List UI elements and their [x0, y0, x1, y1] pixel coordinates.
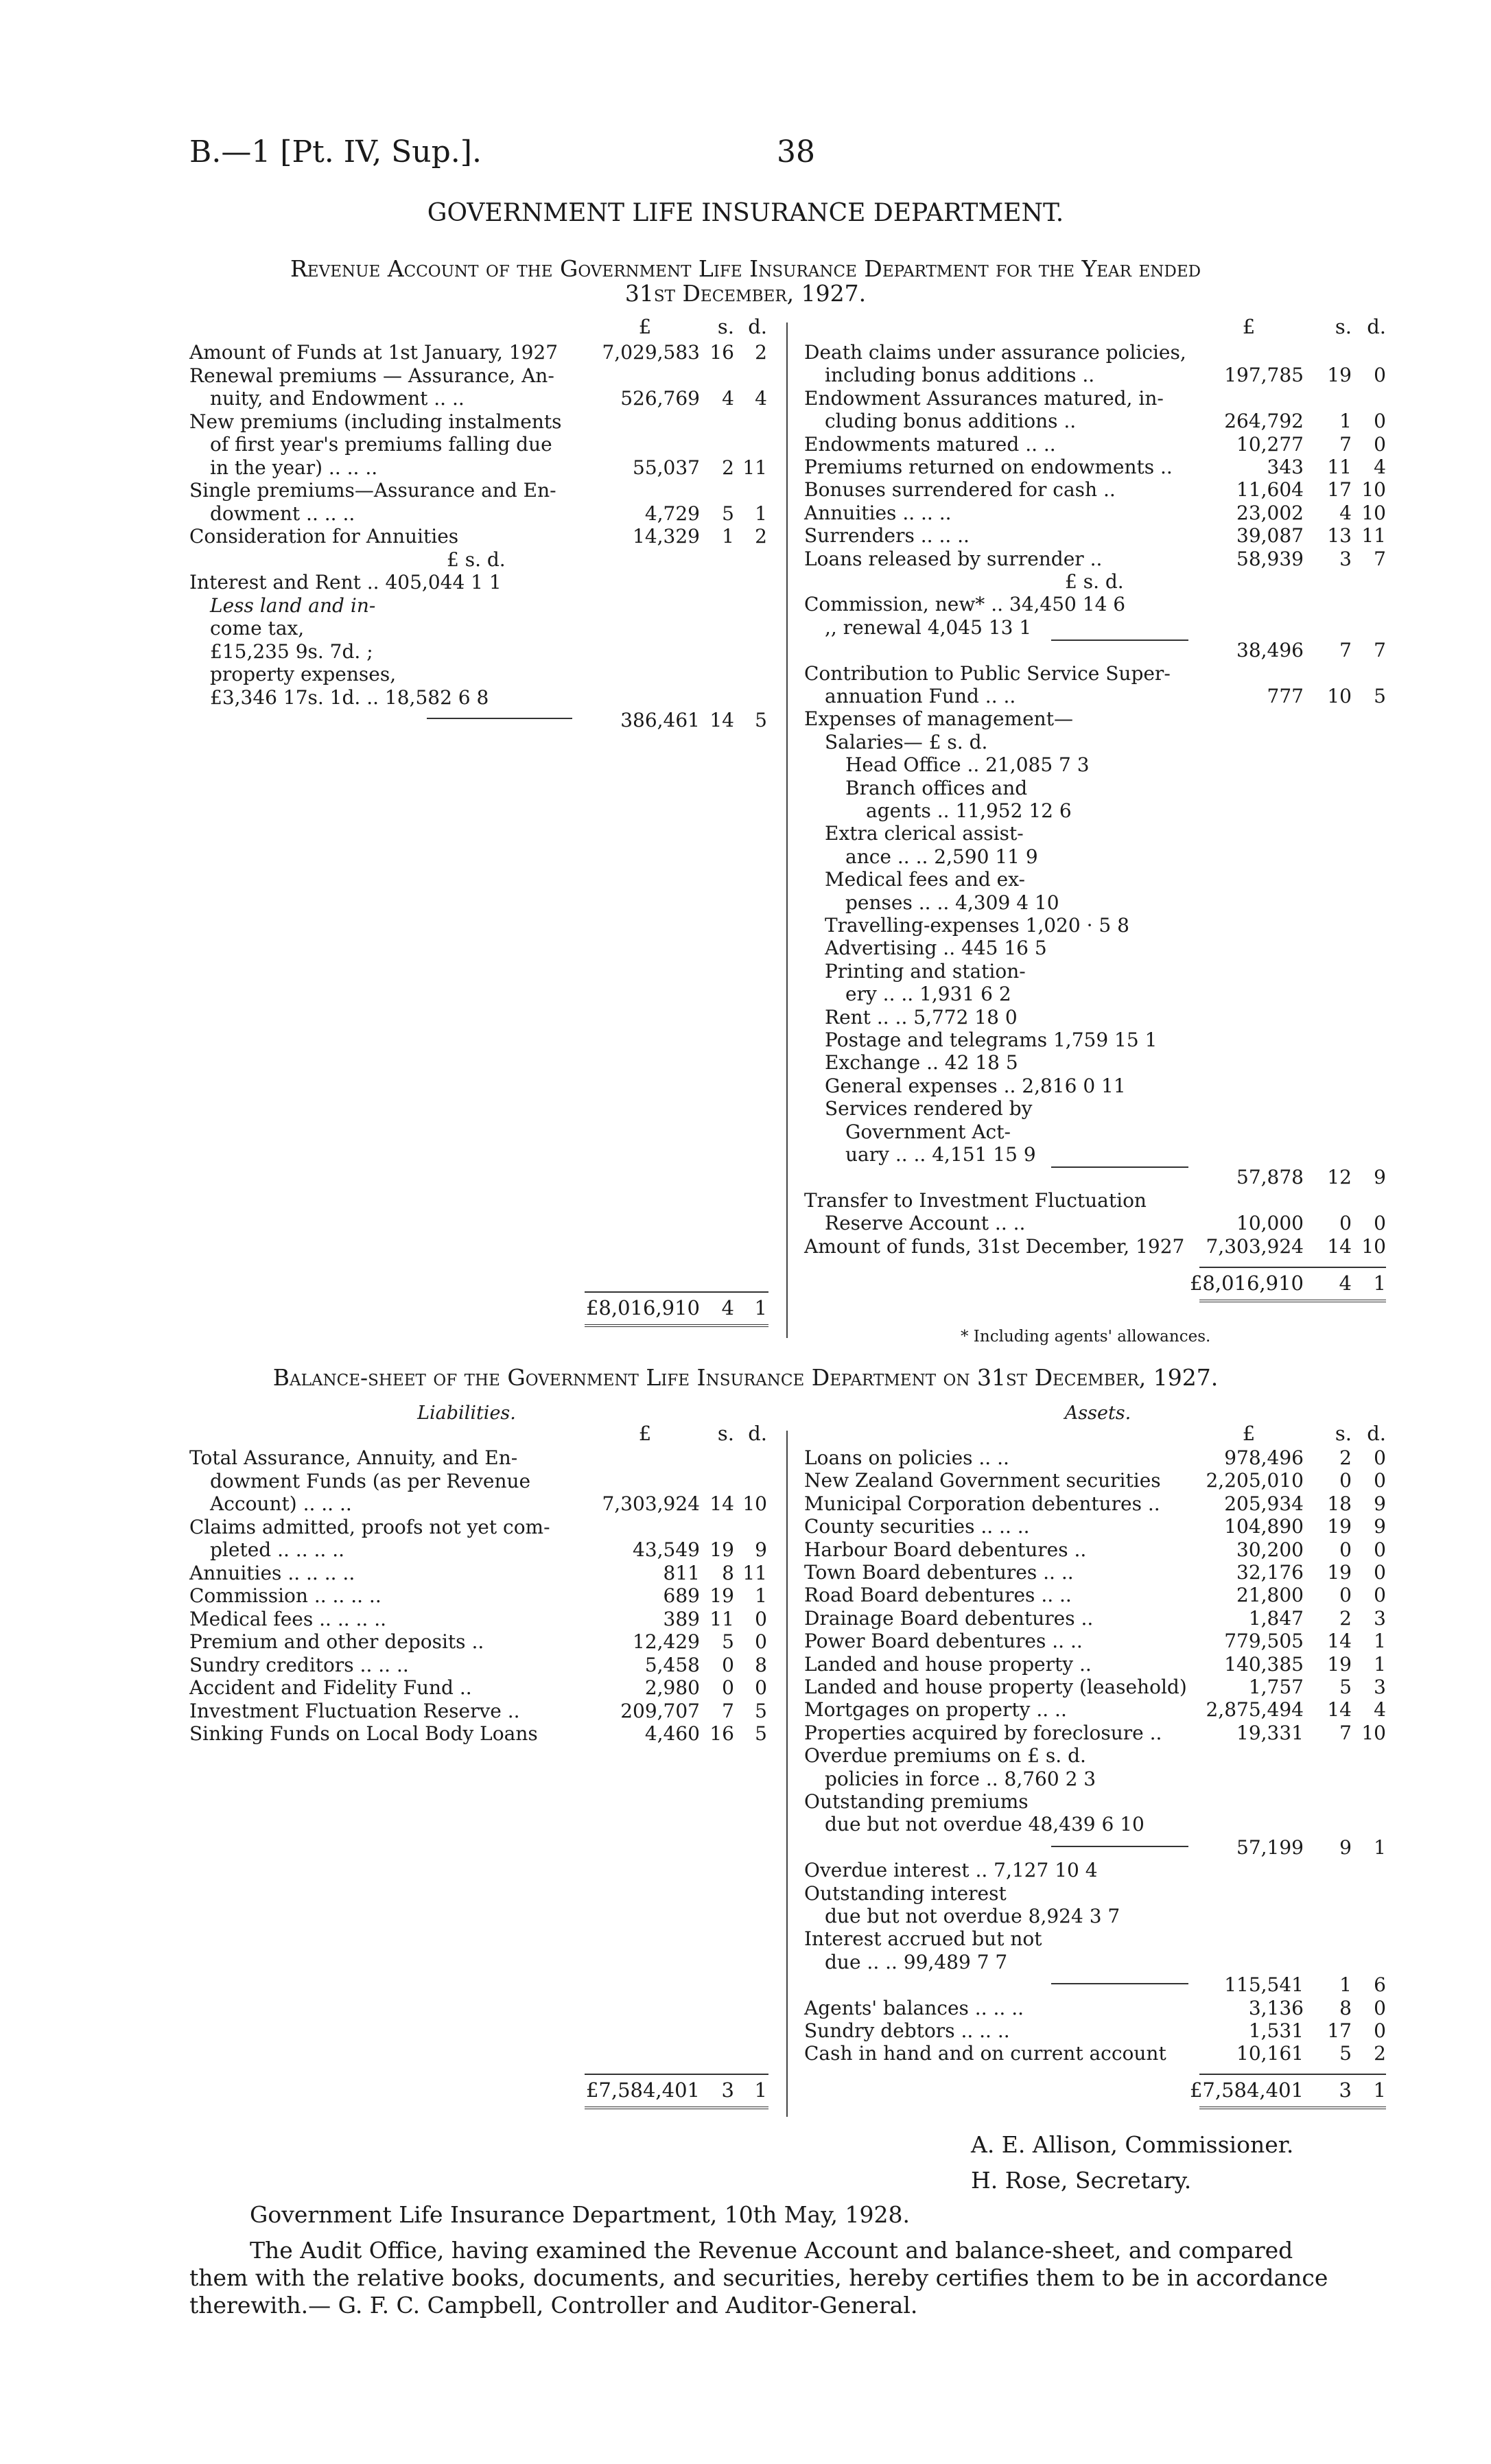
total-rule — [1199, 2074, 1386, 2075]
total-rule — [585, 2074, 768, 2075]
amount-pence: 0 — [755, 1630, 767, 1653]
entry-text: Power Board debentures .. .. — [804, 1630, 1083, 1653]
amount-shillings: 2 — [722, 456, 734, 479]
commissioner-signature: A. E. Allison, Commissioner. — [971, 2131, 1294, 2158]
amount-shillings: 14 — [1327, 1630, 1352, 1653]
entry-text: ery .. .. 1,931 6 2 — [845, 983, 1011, 1006]
amount-pounds: 21,800 — [1236, 1584, 1304, 1607]
amount-shillings: 14 — [709, 1492, 734, 1515]
amount-pounds: 779,505 — [1224, 1630, 1304, 1653]
amount-shillings: 11 — [709, 1607, 734, 1630]
amount-pounds: 5,458 — [644, 1653, 700, 1676]
amount-pence: 1 — [755, 1584, 767, 1607]
amount-pounds: 1,847 — [1248, 1606, 1304, 1630]
amount-shillings: 19 — [1327, 364, 1352, 387]
total-pounds: £8,016,910 — [1189, 1271, 1304, 1295]
entry-text: Medical fees and ex- — [825, 868, 1026, 891]
entry-text: cluding bonus additions .. — [825, 410, 1077, 433]
amount-pounds: 1,531 — [1248, 2019, 1304, 2042]
shilling-column-head: s. — [1335, 1422, 1352, 1445]
amount-shillings: 19 — [1327, 1561, 1352, 1584]
entry-text: Rent .. .. 5,772 18 0 — [825, 1005, 1018, 1029]
amount-pence: 1 — [1374, 1630, 1386, 1653]
amount-shillings: 7 — [1339, 432, 1352, 456]
amount-pence: 0 — [1374, 2019, 1386, 2042]
entry-text: Consideration for Annuities — [189, 525, 459, 548]
amount-pounds: 811 — [663, 1561, 700, 1584]
amount-pence: 0 — [1374, 1212, 1386, 1235]
amount-pounds: 978,496 — [1224, 1446, 1304, 1469]
amount-pounds: 12,429 — [633, 1630, 700, 1653]
amount-pounds: 777 — [1267, 685, 1304, 707]
pound-column-head: £ — [1242, 315, 1256, 338]
amount-pounds: 2,875,494 — [1206, 1698, 1304, 1722]
entry-text: ance .. .. 2,590 11 9 — [845, 845, 1038, 868]
total-shillings: 4 — [1339, 1271, 1352, 1295]
entry-text: New Zealand Government securities — [804, 1469, 1161, 1492]
entry-text: Travelling-expenses 1,020 · 5 8 — [825, 914, 1129, 937]
audit-text-line3: therewith.— G. F. C. Campbell, Controller and Auditor-General. — [189, 2292, 918, 2319]
amount-pence: 9 — [1374, 1515, 1386, 1538]
amount-pounds: 2,980 — [644, 1676, 700, 1699]
amount-shillings: 17 — [1327, 478, 1352, 502]
footnote: * Including agents' allowances. — [961, 1328, 1211, 1346]
entry-text: Amount of funds, 31st December, 1927 — [804, 1234, 1185, 1258]
total-double-rule — [1199, 1300, 1386, 1302]
shilling-column-head: s. — [717, 1422, 734, 1445]
amount-pence: 10 — [1361, 1234, 1386, 1258]
pence-column-head: d. — [1367, 315, 1386, 338]
interest-subtotal-rule — [1051, 1983, 1188, 1984]
amount-pence: 0 — [1374, 1469, 1386, 1492]
pence-column-head: d. — [1367, 1422, 1386, 1445]
entry-text: Account) .. .. .. — [210, 1492, 352, 1515]
entry-text: Loans released by surrender .. — [804, 547, 1103, 570]
entry-text: Surrenders .. .. .. — [804, 524, 970, 548]
entry-text: in the year) .. .. .. — [210, 456, 378, 479]
entry-text: Municipal Corporation debentures .. — [804, 1492, 1160, 1515]
amount-shillings: 4 — [722, 387, 734, 410]
total-double-rule — [585, 2107, 768, 2109]
amount-shillings: 7 — [1339, 1721, 1352, 1744]
amount-pence: 2 — [755, 341, 767, 364]
amount-shillings: 5 — [1339, 2042, 1352, 2065]
amount-shillings: 0 — [1339, 1538, 1352, 1561]
entry-text: policies in force .. 8,760 2 3 — [825, 1767, 1096, 1790]
total-pounds: £7,584,401 — [1189, 2078, 1304, 2102]
entry-text: Outstanding interest — [804, 1881, 1007, 1905]
entry-text: £ s. d. — [1065, 570, 1124, 593]
amount-pounds: 386,461 — [620, 709, 700, 731]
amount-shillings: 19 — [709, 1584, 734, 1607]
amount-shillings: 5 — [722, 1630, 734, 1653]
amount-pence: 4 — [1374, 1698, 1386, 1722]
entry-text: Town Board debentures .. .. — [804, 1561, 1074, 1584]
amount-shillings: 0 — [1339, 1212, 1352, 1235]
amount-shillings: 13 — [1327, 524, 1352, 548]
entry-text: dowment .. .. .. — [210, 502, 355, 525]
amount-pounds: 104,890 — [1224, 1515, 1304, 1538]
amount-pounds: 2,205,010 — [1206, 1469, 1304, 1492]
entry-text: Harbour Board debentures .. — [804, 1538, 1087, 1561]
revenue-title-line1: Revenue Account of the Government Life Insurance Department for the Year ended — [290, 255, 1201, 282]
amount-pence: 5 — [755, 709, 767, 731]
amount-pounds: 57,878 — [1236, 1166, 1304, 1189]
entry-text: Bonuses surrendered for cash .. — [804, 478, 1116, 502]
entry-text: including bonus additions .. — [825, 364, 1095, 387]
amount-shillings: 8 — [722, 1561, 734, 1584]
entry-text: property expenses, — [210, 663, 397, 685]
total-rule — [585, 1291, 768, 1293]
amount-pounds: 58,939 — [1236, 547, 1304, 570]
amount-pence: 0 — [1374, 1584, 1386, 1607]
amount-pounds: 7,029,583 — [602, 341, 700, 364]
amount-pence: 5 — [755, 1699, 767, 1722]
entry-text: agents .. 11,952 12 6 — [866, 799, 1072, 822]
amount-pounds: 4,729 — [644, 502, 700, 525]
entry-text: Landed and house property (leasehold) — [804, 1676, 1187, 1698]
entry-text: Accident and Fidelity Fund .. — [189, 1676, 472, 1699]
amount-shillings: 10 — [1327, 685, 1352, 707]
premiums-subtotal-rule — [1051, 1846, 1188, 1847]
entry-text: Sundry creditors .. .. .. — [189, 1653, 409, 1676]
entry-text: Interest and Rent .. 405,044 1 1 — [189, 571, 502, 594]
amount-pence: 0 — [755, 1607, 767, 1630]
pound-column-head: £ — [638, 315, 652, 338]
amount-pence: 0 — [1374, 432, 1386, 456]
entry-text: Properties acquired by foreclosure .. — [804, 1721, 1162, 1744]
amount-shillings: 0 — [722, 1676, 734, 1699]
entry-text: Government Act- — [845, 1120, 1011, 1143]
amount-shillings: 19 — [709, 1538, 734, 1561]
entry-text: Death claims under assurance policies, — [804, 341, 1186, 364]
amount-pence: 3 — [1374, 1676, 1386, 1698]
amount-pence: 1 — [1374, 1652, 1386, 1676]
amount-pence: 7 — [1374, 639, 1386, 662]
amount-pence: 11 — [742, 1561, 767, 1584]
entry-text: Exchange .. 42 18 5 — [825, 1051, 1018, 1075]
audit-text-line1: The Audit Office, having examined the Revenue Account and balance-sheet, and compared — [250, 2237, 1293, 2264]
amount-shillings: 14 — [1327, 1234, 1352, 1258]
amount-pence: 10 — [1361, 478, 1386, 502]
amount-pence: 4 — [755, 387, 767, 410]
amount-pounds: 205,934 — [1224, 1492, 1304, 1515]
amount-pounds: 264,792 — [1224, 410, 1304, 433]
dateline: Government Life Insurance Department, 10th May, 1928. — [250, 2201, 910, 2228]
total-pence: 1 — [754, 2078, 767, 2102]
entry-text: penses .. .. 4,309 4 10 — [845, 891, 1059, 914]
amount-pounds: 4,460 — [644, 1722, 700, 1745]
entry-text: Premium and other deposits .. — [189, 1630, 484, 1653]
entry-text: Mortgages on property .. .. — [804, 1698, 1067, 1722]
entry-text: Premiums returned on endowments .. — [804, 456, 1173, 478]
amount-pence: 0 — [1374, 1561, 1386, 1584]
amount-pounds: 115,541 — [1224, 1973, 1304, 1997]
entry-text: Landed and house property .. — [804, 1652, 1092, 1676]
amount-shillings: 9 — [1339, 1835, 1352, 1859]
amount-pounds: 11,604 — [1236, 478, 1304, 502]
audit-text-line2: them with the relative books, documents, and securities, hereby certifies them to be in accordance — [189, 2264, 1328, 2291]
entry-text: Advertising .. 445 16 5 — [825, 937, 1047, 960]
entry-text: Total Assurance, Annuity, and En- — [189, 1446, 518, 1469]
amount-pence: 0 — [1374, 1538, 1386, 1561]
amount-pounds: 10,277 — [1236, 432, 1304, 456]
entry-text: Sundry debtors .. .. .. — [804, 2019, 1010, 2042]
expenses-subtotal-rule — [1051, 1166, 1188, 1168]
amount-pounds: 23,002 — [1236, 501, 1304, 524]
amount-shillings: 14 — [709, 709, 734, 731]
entry-text: Annuities .. .. .. — [804, 501, 952, 524]
amount-pounds: 32,176 — [1236, 1561, 1304, 1584]
pound-column-head: £ — [638, 1422, 652, 1445]
entry-text: ,, renewal 4,045 13 1 — [825, 615, 1032, 639]
entry-text: Services rendered by — [825, 1097, 1033, 1120]
entry-text: uary .. .. 4,151 15 9 — [845, 1143, 1036, 1166]
amount-pounds: 57,199 — [1236, 1835, 1304, 1859]
entry-text: come tax, — [210, 617, 305, 640]
entry-text: Investment Fluctuation Reserve .. — [189, 1699, 520, 1722]
amount-shillings: 18 — [1327, 1492, 1352, 1515]
entry-text: Contribution to Public Service Super- — [804, 661, 1171, 685]
amount-pence: 2 — [755, 525, 767, 548]
department-heading: GOVERNMENT LIFE INSURANCE DEPARTMENT. — [427, 199, 1064, 227]
amount-pounds: 3,136 — [1248, 1996, 1304, 2019]
amount-pounds: 389 — [663, 1607, 700, 1630]
total-double-rule — [585, 1324, 768, 1327]
entry-text: Head Office .. 21,085 7 3 — [845, 753, 1090, 777]
total-shillings: 4 — [721, 1296, 734, 1319]
amount-pence: 0 — [1374, 1996, 1386, 2019]
amount-shillings: 5 — [1339, 1676, 1352, 1698]
entry-text: New premiums (including instalments — [189, 410, 562, 433]
pound-column-head: £ — [1242, 1422, 1256, 1445]
amount-shillings: 0 — [722, 1653, 734, 1676]
amount-shillings: 2 — [1339, 1446, 1352, 1469]
amount-pounds: 197,785 — [1224, 364, 1304, 387]
entry-text: Postage and telegrams 1,759 15 1 — [825, 1029, 1158, 1051]
assets-heading: Assets. — [1064, 1403, 1131, 1424]
entry-text: Outstanding premiums — [804, 1790, 1029, 1813]
amount-pence: 10 — [1361, 501, 1386, 524]
entry-text: Sinking Funds on Local Body Loans — [189, 1722, 538, 1745]
entry-text: General expenses .. 2,816 0 11 — [825, 1074, 1126, 1097]
entry-text: of first year's premiums falling due — [210, 433, 552, 456]
entry-text: County securities .. .. .. — [804, 1515, 1030, 1538]
amount-shillings: 0 — [1339, 1469, 1352, 1492]
amount-shillings: 19 — [1327, 1652, 1352, 1676]
entry-text: Overdue premiums on £ s. d. — [804, 1744, 1086, 1768]
total-pounds: £7,584,401 — [585, 2078, 700, 2102]
amount-pence: 0 — [755, 1676, 767, 1699]
amount-shillings: 16 — [709, 341, 734, 364]
amount-pounds: 343 — [1267, 456, 1304, 478]
revenue-divider — [786, 322, 788, 1338]
amount-pence: 2 — [1374, 2042, 1386, 2065]
entry-text: £15,235 9s. 7d. ; — [210, 640, 373, 663]
pence-column-head: d. — [748, 315, 767, 338]
amount-pounds: 39,087 — [1236, 524, 1304, 548]
amount-pence: 1 — [1374, 1835, 1386, 1859]
amount-pence: 6 — [1374, 1973, 1386, 1997]
amount-shillings: 3 — [1339, 547, 1352, 570]
amount-shillings: 1 — [722, 525, 734, 548]
entry-text: Endowments matured .. .. — [804, 432, 1056, 456]
entry-text: Reserve Account .. .. — [825, 1212, 1026, 1235]
amount-pounds: 1,757 — [1248, 1676, 1304, 1698]
entry-text: Medical fees .. .. .. .. — [189, 1607, 387, 1630]
amount-pounds: 10,000 — [1236, 1212, 1304, 1235]
amount-shillings: 2 — [1339, 1606, 1352, 1630]
amount-shillings: 19 — [1327, 1515, 1352, 1538]
amount-pence: 11 — [742, 456, 767, 479]
amount-pence: 5 — [1374, 685, 1386, 707]
entry-text: Road Board debentures .. .. — [804, 1584, 1072, 1607]
amount-shillings: 14 — [1327, 1698, 1352, 1722]
entry-text: Claims admitted, proofs not yet com- — [189, 1515, 550, 1538]
amount-pounds: 689 — [663, 1584, 700, 1607]
total-shillings: 3 — [721, 2078, 734, 2102]
entry-text: Renewal premiums — Assurance, An- — [189, 364, 554, 387]
amount-pence: 7 — [1374, 547, 1386, 570]
amount-shillings: 5 — [722, 502, 734, 525]
amount-pence: 0 — [1374, 364, 1386, 387]
amount-pence: 1 — [755, 502, 767, 525]
entry-text: Loans on policies .. .. — [804, 1446, 1009, 1469]
amount-pounds: 55,037 — [633, 456, 700, 479]
amount-shillings: 4 — [1339, 501, 1352, 524]
entry-text: Commission .. .. .. .. — [189, 1584, 381, 1607]
entry-text: Branch offices and — [845, 776, 1028, 799]
amount-pence: 0 — [1374, 410, 1386, 433]
entry-text: nuity, and Endowment .. .. — [210, 387, 465, 410]
entry-text: Less land and in- — [210, 594, 376, 617]
amount-shillings: 7 — [1339, 639, 1352, 662]
document-reference: B.—1 [Pt. IV, Sup.]. — [189, 134, 482, 169]
amount-pence: 9 — [755, 1538, 767, 1561]
amount-pounds: 38,496 — [1236, 639, 1304, 662]
revenue-title-line2: 31st December, 1927. — [624, 280, 867, 307]
amount-pounds: 7,303,924 — [1206, 1234, 1304, 1258]
entry-text: Agents' balances .. .. .. — [804, 1996, 1024, 2019]
amount-pence: 3 — [1374, 1606, 1386, 1630]
interest-subtotal-rule — [427, 718, 572, 719]
entry-text: due but not overdue 8,924 3 7 — [825, 1905, 1120, 1927]
entry-text: pleted .. .. .. .. — [210, 1538, 344, 1561]
amount-pence: 9 — [1374, 1492, 1386, 1515]
entry-text: annuation Fund .. .. — [825, 685, 1016, 707]
pence-column-head: d. — [748, 1422, 767, 1445]
amount-pounds: 209,707 — [620, 1699, 700, 1722]
amount-pounds: 30,200 — [1236, 1538, 1304, 1561]
amount-pence: 9 — [1374, 1166, 1386, 1189]
total-pence: 1 — [754, 1296, 767, 1319]
amount-shillings: 17 — [1327, 2019, 1352, 2042]
entry-text: due .. .. 99,489 7 7 — [825, 1950, 1008, 1973]
entry-text: £3,346 17s. 1d. .. 18,582 6 8 — [210, 685, 489, 709]
amount-pounds: 140,385 — [1224, 1652, 1304, 1676]
amount-pence: 8 — [755, 1653, 767, 1676]
entry-text: Endowment Assurances matured, in- — [804, 386, 1164, 410]
entry-text: Annuities .. .. .. .. — [189, 1561, 355, 1584]
entry-text: Drainage Board debentures .. — [804, 1606, 1094, 1630]
amount-pence: 4 — [1374, 456, 1386, 478]
amount-pence: 10 — [742, 1492, 767, 1515]
amount-pounds: 43,549 — [633, 1538, 700, 1561]
amount-shillings: 12 — [1327, 1166, 1352, 1189]
amount-shillings: 1 — [1339, 1973, 1352, 1997]
total-shillings: 3 — [1339, 2078, 1352, 2102]
amount-pence: 10 — [1361, 1721, 1386, 1744]
amount-pence: 0 — [1374, 1446, 1386, 1469]
total-double-rule — [1199, 2107, 1386, 2109]
amount-pence: 5 — [755, 1722, 767, 1745]
page-number: 38 — [777, 134, 815, 169]
entry-text: Interest accrued but not — [804, 1927, 1042, 1951]
entry-text: Single premiums—Assurance and En- — [189, 479, 556, 502]
amount-pounds: 10,161 — [1236, 2042, 1304, 2065]
amount-shillings: 16 — [709, 1722, 734, 1745]
entry-text: Overdue interest .. 7,127 10 4 — [804, 1859, 1098, 1882]
liabilities-heading: Liabilities. — [417, 1403, 516, 1424]
entry-text: Expenses of management— — [804, 707, 1073, 731]
entry-text: Commission, new* .. 34,450 14 6 — [804, 593, 1126, 616]
total-pence: 1 — [1373, 1271, 1386, 1295]
amount-shillings: 7 — [722, 1699, 734, 1722]
total-pounds: £8,016,910 — [585, 1296, 700, 1319]
amount-pounds: 7,303,924 — [602, 1492, 700, 1515]
entry-text: Printing and station- — [825, 959, 1026, 983]
entry-text: Salaries— £ s. d. — [825, 730, 988, 753]
balance-sheet-title: Balance-sheet of the Government Life Insurance Department on 31st December, 1927. — [272, 1364, 1219, 1391]
total-rule — [1199, 1267, 1386, 1268]
amount-shillings: 1 — [1339, 410, 1352, 433]
secretary-signature: H. Rose, Secretary. — [971, 2167, 1192, 2194]
shilling-column-head: s. — [1335, 315, 1352, 338]
amount-pounds: 14,329 — [633, 525, 700, 548]
amount-shillings: 8 — [1339, 1996, 1352, 2019]
entry-text: £ s. d. — [447, 548, 506, 571]
entry-text: due but not overdue 48,439 6 10 — [825, 1813, 1144, 1836]
total-pence: 1 — [1373, 2078, 1386, 2102]
entry-text: Transfer to Investment Fluctuation — [804, 1188, 1147, 1212]
amount-pence: 11 — [1361, 524, 1386, 548]
entry-text: Cash in hand and on current account — [804, 2042, 1166, 2065]
amount-pounds: 19,331 — [1236, 1721, 1304, 1744]
amount-shillings: 0 — [1339, 1584, 1352, 1607]
commission-subtotal-rule — [1051, 640, 1188, 641]
entry-text: dowment Funds (as per Revenue — [210, 1469, 531, 1492]
shilling-column-head: s. — [717, 315, 734, 338]
entry-text: Extra clerical assist- — [825, 822, 1024, 845]
amount-shillings: 11 — [1327, 456, 1352, 478]
entry-text: Amount of Funds at 1st January, 1927 — [189, 341, 559, 364]
balance-divider — [786, 1431, 788, 2117]
amount-pounds: 526,769 — [620, 387, 700, 410]
